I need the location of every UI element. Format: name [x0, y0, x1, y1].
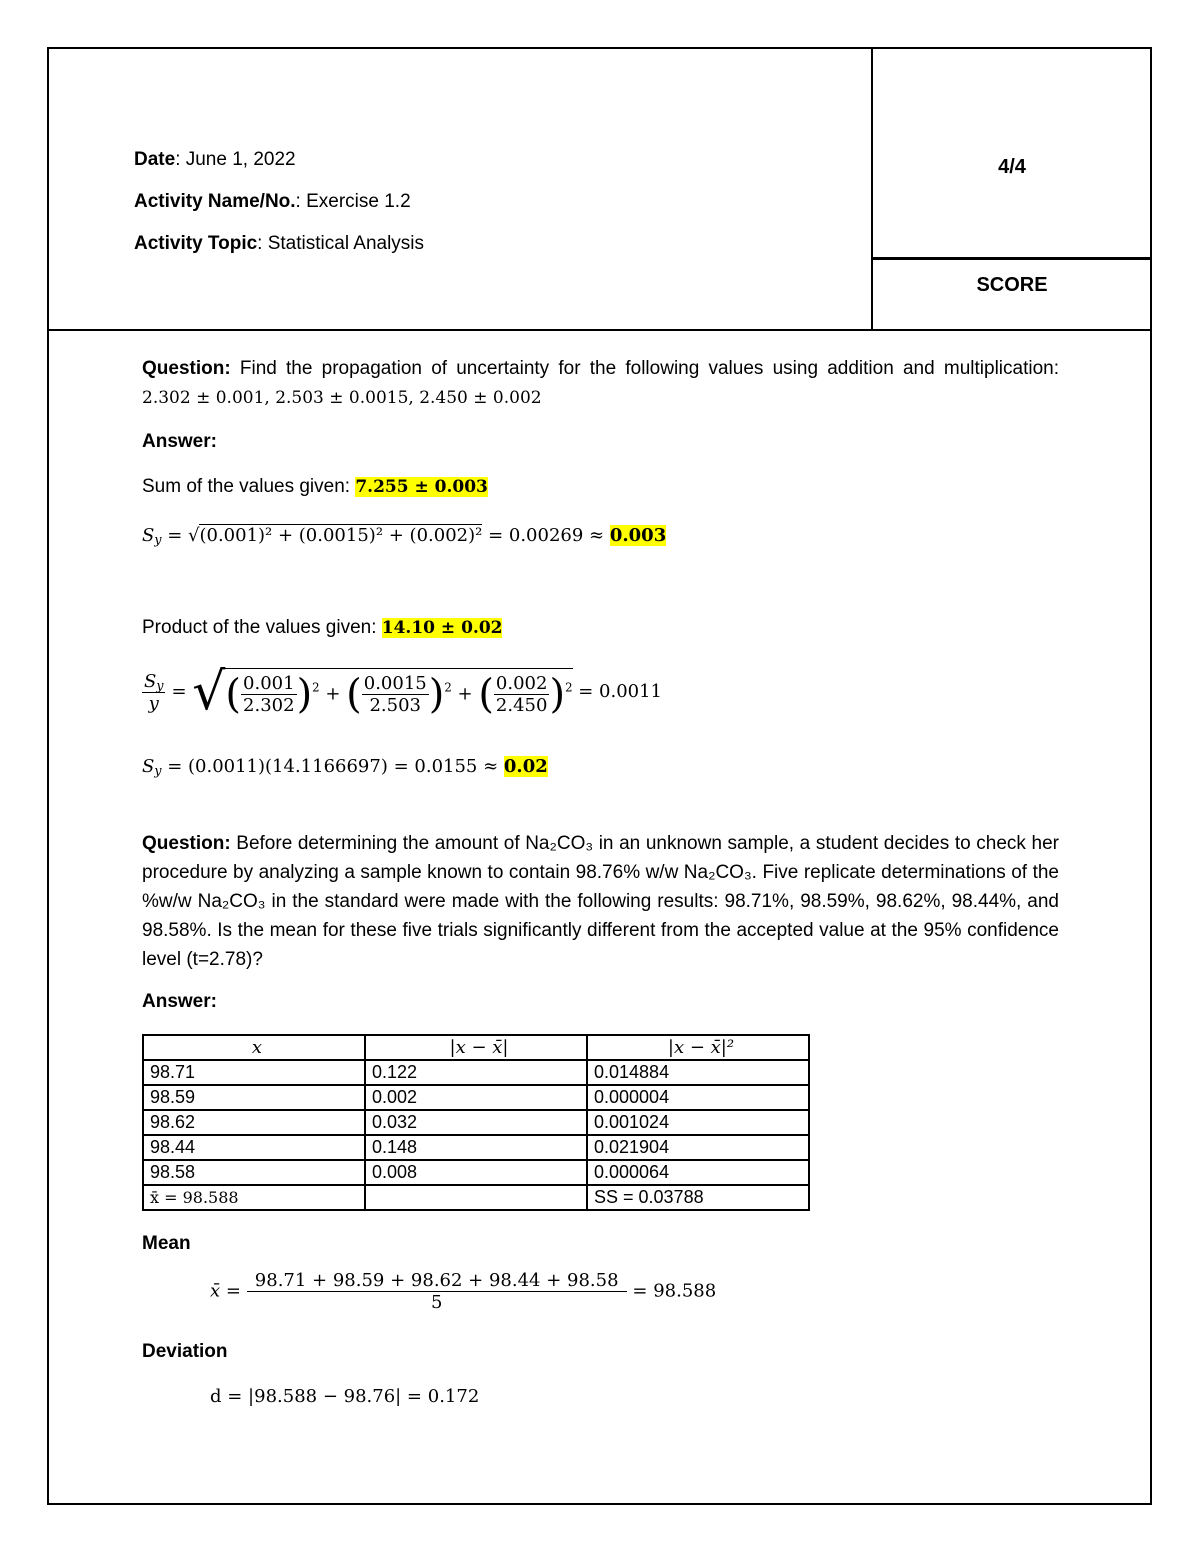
topic-value: : Statistical Analysis [257, 233, 425, 254]
question-2-label: Question: [142, 833, 231, 854]
table-cell: 0.001024 [587, 1110, 809, 1135]
topic-label: Activity Topic [134, 233, 258, 254]
topic-line [134, 233, 424, 255]
sum-label: Sum of the values given: [142, 476, 356, 497]
table-header-row [143, 1035, 809, 1060]
table-cell: 98.71 [143, 1060, 365, 1085]
activity-line [134, 191, 411, 213]
score-value: 4/4 [998, 156, 1026, 178]
table-row [143, 1110, 809, 1135]
date-line [134, 149, 296, 171]
question-2 [142, 829, 1059, 974]
mean-equation: x̄ = $\frac{98.71 + 98.59 + 98.62 + 98.44 + 98.58}{5}$ = 98.588 [210, 1270, 717, 1313]
table-cell: 0.008 [365, 1160, 587, 1185]
table-cell: 0.032 [365, 1110, 587, 1135]
product-uncertainty-equation: $S_y = (0.0011)(14.1166697) = 0.0155 \approx 0.02$ [142, 756, 548, 778]
answer-1-label: Answer: [142, 431, 217, 452]
sum-radicand: (0.001)² + (0.0015)² + (0.002)² [199, 525, 483, 546]
table-cell: 98.44 [143, 1135, 365, 1160]
table-cell: 0.122 [365, 1060, 587, 1085]
sum-result-highlight: 0.003 [609, 525, 667, 546]
relative-result: = 0.0011 [572, 681, 663, 702]
activity-label: Activity Name/No. [134, 191, 296, 212]
sum-value: 7.255 ± 0.003 [355, 477, 488, 497]
relative-uncertainty-equation: $\frac{S_y}{y}$ = √( $\frac{0.001}{2.302}$ )$^2$ + ( $\frac{0.0015}{2.503}$ )$^2$ + ( $\frac{0.002}{2.450}$ )$^2$ = 0.0011 [144, 662, 663, 722]
mean-denominator: 5 [430, 1292, 443, 1313]
date-label: Date [134, 149, 176, 170]
score-label: SCORE [976, 274, 1048, 296]
date-value: : June 1, 2022 [175, 149, 296, 170]
table-header-cell: x [143, 1035, 365, 1060]
table-cell: SS = 0.03788 [587, 1185, 809, 1210]
question-1-text: Find the propagation of uncertainty for the following values using addition and multiplication: [230, 358, 1059, 379]
product-sy-expression: (0.0011)(14.1166697) = 0.0155 ≈ [188, 756, 504, 777]
table-summary-row [143, 1185, 809, 1210]
table-cell: 98.62 [143, 1110, 365, 1135]
table-cell: 98.58 [143, 1160, 365, 1185]
mean-result: = 98.588 [632, 1280, 717, 1302]
answer-2-label: Answer: [142, 991, 217, 1012]
table-cell: 0.000064 [587, 1160, 809, 1185]
table-cell: 0.000004 [587, 1085, 809, 1110]
header-info-box [47, 47, 873, 331]
sum-line [142, 476, 488, 498]
table-cell: x̄ = 98.588 [143, 1185, 365, 1210]
table-header-cell: |x − x̄| [365, 1035, 587, 1060]
product-line [142, 617, 502, 639]
product-value: 14.10 ± 0.02 [381, 618, 503, 638]
product-label: Product of the values given: [142, 617, 382, 638]
score-value-box [872, 47, 1152, 260]
table-cell: 0.014884 [587, 1060, 809, 1085]
mean-label: Mean [142, 1233, 191, 1254]
table-row [143, 1135, 809, 1160]
table-cell: 98.59 [143, 1085, 365, 1110]
table-cell: 0.021904 [587, 1135, 809, 1160]
deviation-label: Deviation [142, 1341, 228, 1362]
question-2-text: Before determining the amount of Na₂CO₃ in an unknown sample, a student decides to check her procedure by analyzing a sample known to contain 98.76% w/w Na₂CO₃. Five replicate determinations of the %w/w Na₂CO₃ in the standard were made with the following results: 98.71%, 98.59%, 98.62%, 98.44%, and 98.58%. Is the mean for these five trials significantly different from the accepted value at the 95% confidence level (t=2.78)? [142, 833, 1059, 970]
question-1-values: 2.302 ± 0.001, 2.503 ± 0.0015, 2.450 ± 0.002 [142, 388, 542, 408]
product-sy-highlight: 0.02 [503, 756, 548, 777]
question-1-label: Question: [142, 358, 231, 379]
table-header-cell: |x − x̄|² [587, 1035, 809, 1060]
table-cell [365, 1185, 587, 1210]
data-table [142, 1034, 810, 1211]
sum-uncertainty-equation: $S_y = √(0.001)^2 + (0.0015)^2 + (0.002)^2 = 0.00269 \approx 0.003$ [142, 525, 667, 547]
deviation-equation: d = |98.588 − 98.76| = 0.172 [210, 1386, 480, 1407]
table-row [143, 1160, 809, 1185]
table-row [143, 1060, 809, 1085]
mean-numerator: 98.71 + 98.59 + 98.62 + 98.44 + 98.58 [247, 1270, 627, 1292]
table-cell: 0.002 [365, 1085, 587, 1110]
question-1 [142, 354, 1059, 413]
activity-value: : Exercise 1.2 [295, 191, 411, 212]
sum-result: = 0.00269 ≈ [482, 525, 610, 546]
table-row [143, 1085, 809, 1110]
table-cell: 0.148 [365, 1135, 587, 1160]
